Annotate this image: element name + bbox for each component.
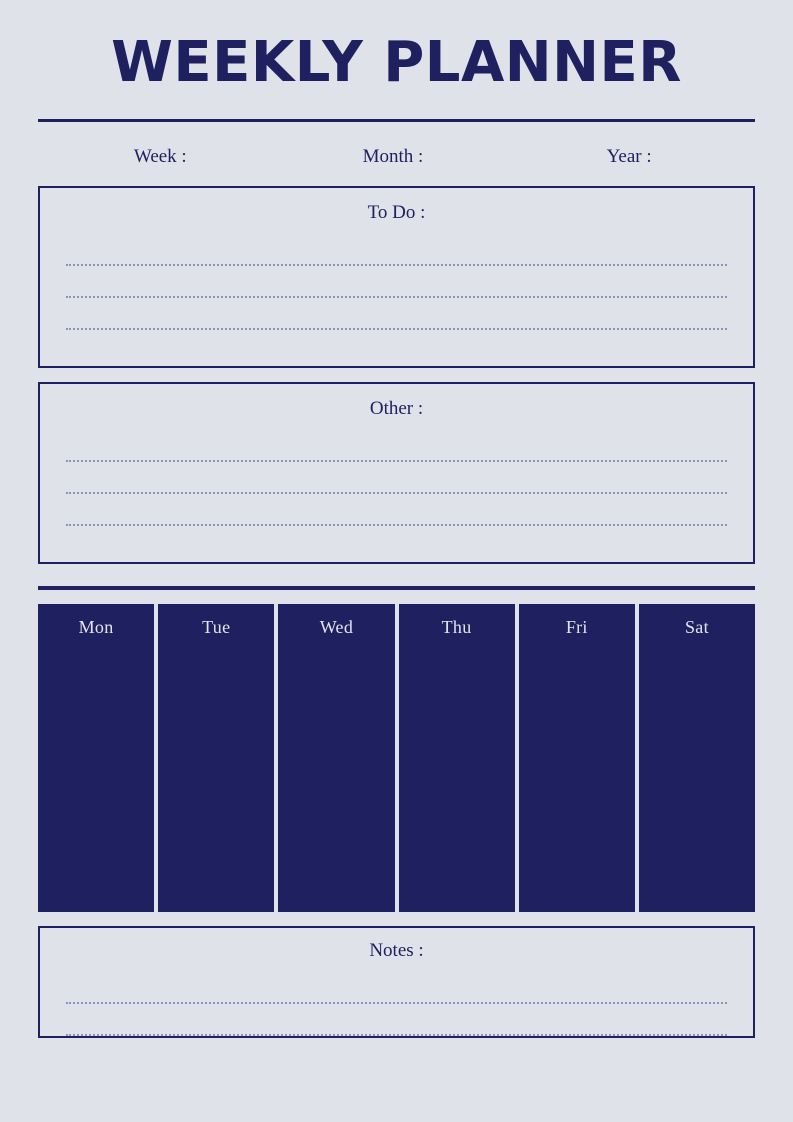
day-column-fri[interactable]	[519, 604, 635, 912]
day-label: Fri	[565, 616, 588, 637]
other-write-line[interactable]	[66, 462, 727, 494]
day-label: Mon	[78, 616, 114, 637]
year-field-label[interactable]: Year :	[606, 145, 652, 167]
other-write-line[interactable]	[66, 430, 727, 462]
week-field-label[interactable]: Week :	[133, 145, 187, 167]
other-section-title: Other :	[369, 397, 424, 419]
day-column-wed[interactable]	[278, 604, 394, 912]
title-area	[38, 0, 755, 93]
other-section	[38, 382, 755, 564]
todo-section-title: To Do :	[367, 201, 426, 223]
notes-write-line[interactable]	[66, 972, 727, 1004]
day-column-mon[interactable]	[38, 604, 154, 912]
days-grid	[38, 604, 755, 912]
day-column-thu[interactable]	[399, 604, 515, 912]
page-title: WEEKLY PLANNER	[111, 30, 682, 95]
days-divider	[38, 586, 755, 590]
day-column-sat[interactable]	[639, 604, 755, 912]
meta-row	[38, 146, 755, 168]
todo-section	[38, 186, 755, 368]
day-label: Wed	[319, 616, 354, 637]
notes-section	[38, 926, 755, 1038]
day-column-tue[interactable]	[158, 604, 274, 912]
notes-write-line[interactable]	[66, 1004, 727, 1036]
day-label: Sat	[684, 616, 709, 637]
other-write-line[interactable]	[66, 494, 727, 526]
day-label: Tue	[202, 616, 231, 637]
title-divider	[38, 119, 755, 122]
todo-write-line[interactable]	[66, 234, 727, 266]
todo-write-line[interactable]	[66, 298, 727, 330]
month-field-label[interactable]: Month :	[362, 145, 424, 167]
todo-write-line[interactable]	[66, 266, 727, 298]
day-label: Thu	[441, 616, 472, 637]
notes-section-title: Notes :	[369, 939, 424, 961]
